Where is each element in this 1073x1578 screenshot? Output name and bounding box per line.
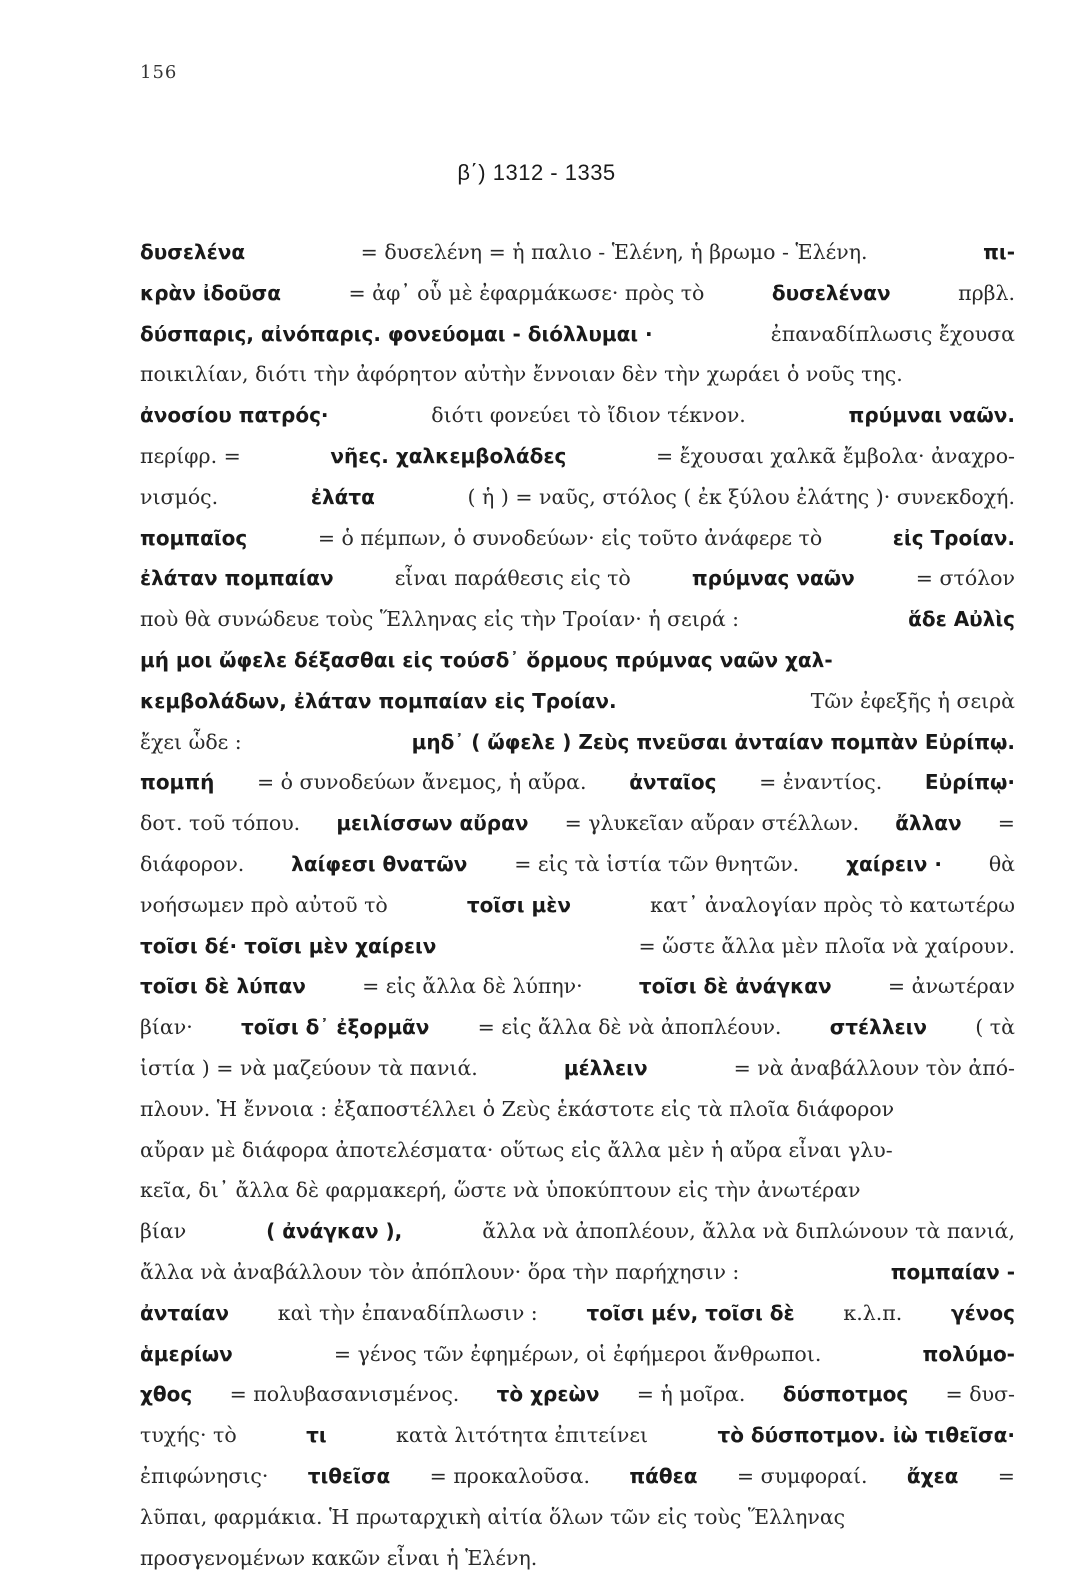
lemma-term: τοῖσι δὲ λύπαν: [140, 966, 306, 1007]
gloss-text: = πολυβασανισμένος.: [230, 1374, 460, 1415]
lemma-term: πι-: [983, 232, 1015, 273]
gloss-text: βίαν: [140, 1211, 186, 1252]
gloss-text: νοήσωμεν πρὸ αὐτοῦ τὸ: [140, 885, 388, 926]
gloss-text: δοτ. τοῦ τόπου.: [140, 803, 300, 844]
gloss-text: ἔχει ὧδε :: [140, 722, 242, 763]
lemma-term: δύσπαρις, αἰνόπαρις. φονεύομαι - διόλλυμαι ·: [140, 314, 653, 355]
text-line: [140, 314, 1015, 355]
lemma-term: πάθεα: [629, 1456, 697, 1497]
lemma-term: τοῖσι δέ· τοῖσι μὲν χαίρειν: [140, 926, 436, 967]
gloss-text: =: [998, 1456, 1015, 1497]
text-line: [140, 518, 1015, 559]
gloss-text: = γένος τῶν ἐφημέρων, οἱ ἐφήμεροι ἄνθρωποι.: [334, 1334, 821, 1375]
lemma-term: ἁμερίων: [140, 1334, 233, 1375]
lemma-term: πολύμο-: [923, 1334, 1015, 1375]
gloss-text: ἐπαναδίπλωσις ἔχουσα: [771, 314, 1015, 355]
gloss-text: κατ᾽ ἀναλογίαν πρὸς τὸ κατωτέρω: [650, 885, 1015, 926]
gloss-text: = εἰς ἄλλα δὲ λύπην·: [362, 966, 583, 1007]
gloss-text: =: [998, 803, 1015, 844]
gloss-text: ἄλλα νὰ ἀποπλέουν, ἄλλα νὰ διπλώνουν τὰ πανιά,: [482, 1211, 1015, 1252]
text-line: [140, 273, 1015, 314]
gloss-text: = ὁ πέμπων, ὁ συνοδεύων· εἰς τοῦτο ἀνάφερε τὸ: [318, 518, 822, 559]
lemma-term: τοῖσι δ᾽ ἐξορμᾶν: [241, 1007, 429, 1048]
lemma-term: κρὰν ἰδοῦσα: [140, 273, 281, 314]
text-line: [140, 926, 1015, 967]
text-line: [140, 1170, 1015, 1211]
lemma-term: ἐλάταν πομπαίαν: [140, 558, 334, 599]
lemma-term: ἀνταῖος: [629, 762, 716, 803]
lemma-term: τι: [306, 1415, 327, 1456]
lemma-term: μέλλειν: [564, 1048, 648, 1089]
text-line: [140, 599, 1015, 640]
text-line: [140, 395, 1015, 436]
lemma-term: πομπαῖος: [140, 518, 247, 559]
gloss-text: = δυσελένη = ἡ παλιο - Ἑλένη, ἡ βρωμο - Ἑλένη.: [361, 232, 868, 273]
text-line: [140, 1497, 1015, 1538]
gloss-text: διότι φονεύει τὸ ἴδιον τέκνον.: [431, 395, 746, 436]
gloss-text: τυχής· τὸ: [140, 1415, 237, 1456]
lemma-term: δύσποτμος: [783, 1374, 908, 1415]
gloss-text: λῦπαι, φαρμάκια. Ἡ πρωταρχικὴ αἰτία ὅλων τῶν εἰς τοὺς Ἕλληνας: [140, 1497, 845, 1538]
page-number: 156: [140, 62, 177, 83]
lemma-term: ἅδε Αὐλὶς: [908, 599, 1015, 640]
text-line: [140, 436, 1015, 477]
gloss-text: Τῶν ἐφεξῆς ἡ σειρὰ: [811, 681, 1015, 722]
text-line: [140, 844, 1015, 885]
gloss-text: = εἰς ἄλλα δὲ νὰ ἀποπλέουν.: [478, 1007, 782, 1048]
lemma-term: στέλλειν: [830, 1007, 927, 1048]
lemma-term: πρύμναι ναῶν.: [849, 395, 1015, 436]
lemma-term: ἐλάτα: [311, 477, 375, 518]
gloss-text: κ.λ.π.: [843, 1293, 902, 1334]
gloss-text: = εἰς τὰ ἱστία τῶν θνητῶν.: [514, 844, 799, 885]
text-line: [140, 558, 1015, 599]
lemma-term: ἄχεα: [907, 1456, 959, 1497]
lemma-term: τὸ δύσποτμον. ἰὼ τιθεῖσα·: [717, 1415, 1015, 1456]
lemma-term: ἀνοσίου πατρός·: [140, 395, 329, 436]
lemma-term: δυσελένα: [140, 232, 245, 273]
gloss-text: θὰ: [989, 844, 1015, 885]
text-line: [140, 1293, 1015, 1334]
gloss-text: = ἔχουσαι χαλκᾶ ἔμβολα· ἀναχρο-: [656, 436, 1015, 477]
gloss-text: = ἡ μοῖρα.: [637, 1374, 746, 1415]
gloss-text: αὔραν μὲ διάφορα ἀποτελέσματα· οὕτως εἰς ἄλλα μὲν ἡ αὔρα εἶναι γλυ-: [140, 1130, 893, 1171]
lemma-term: τὸ χρεὼν: [497, 1374, 600, 1415]
text-line: [140, 354, 1015, 395]
lemma-term: μή μοι ὤφελε δέξασθαι εἰς τούσδ᾽ ὅρμους πρύμνας ναῶν χαλ-: [140, 640, 833, 681]
text-line: [140, 762, 1015, 803]
lemma-term: ἀνταίαν: [140, 1293, 229, 1334]
gloss-text: βίαν·: [140, 1007, 193, 1048]
section-heading: β΄) 1312 - 1335: [0, 160, 1073, 186]
gloss-text: = στόλον: [916, 558, 1015, 599]
lemma-term: χαίρειν ·: [846, 844, 942, 885]
gloss-text: περίφρ. =: [140, 436, 241, 477]
lemma-term: λαίφεσι θνατῶν: [291, 844, 467, 885]
text-line: [140, 1130, 1015, 1171]
gloss-text: πρβλ.: [958, 273, 1015, 314]
text-line: [140, 1252, 1015, 1293]
lemma-term: δυσελέναν: [772, 273, 891, 314]
lemma-term: γένος: [951, 1293, 1015, 1334]
gloss-text: = γλυκεῖαν αὔραν στέλλων.: [565, 803, 860, 844]
lemma-term: κεμβολάδων, ἐλάταν πομπαίαν εἰς Τροίαν.: [140, 681, 617, 722]
gloss-text: = νὰ ἀναβάλλουν τὸν ἀπό-: [734, 1048, 1015, 1089]
text-line: [140, 681, 1015, 722]
gloss-text: προσγενομένων κακῶν εἶναι ἡ Ἑλένη.: [140, 1538, 537, 1578]
gloss-text: ( τὰ: [975, 1007, 1015, 1048]
gloss-text: καὶ τὴν ἐπαναδίπλωσιν :: [278, 1293, 538, 1334]
gloss-text: = δυσ-: [946, 1374, 1015, 1415]
gloss-text: = ἀνωτέραν: [888, 966, 1015, 1007]
gloss-text: ( ἡ ) = ναῦς, στόλος ( ἐκ ξύλου ἐλάτης )· συνεκδοχή.: [468, 477, 1015, 518]
lemma-term: πρύμνας ναῶν: [692, 558, 855, 599]
gloss-text: ἱστία ) = νὰ μαζεύουν τὰ πανιά.: [140, 1048, 478, 1089]
gloss-text: διάφορον.: [140, 844, 244, 885]
gloss-text: ἄλλα νὰ ἀναβάλλουν τὸν ἀπόπλουν· ὅρα τὴν παρήχησιν :: [140, 1252, 739, 1293]
gloss-text: πλουν. Ἡ ἔννοια : ἐξαποστέλλει ὁ Ζεὺς ἑκάστοτε εἰς τὰ πλοῖα διάφορον: [140, 1089, 894, 1130]
lemma-term: τοῖσι μέν, τοῖσι δὲ: [586, 1293, 794, 1334]
commentary-text: [140, 232, 1015, 1578]
gloss-text: κεῖα, δι᾽ ἄλλα δὲ φαρμακερή, ὥστε νὰ ὑποκύπτουν εἰς τὴν ἀνωτέραν: [140, 1170, 861, 1211]
lemma-term: τοῖσι μὲν: [467, 885, 571, 926]
gloss-text: κατὰ λιτότητα ἐπιτείνει: [396, 1415, 648, 1456]
text-line: [140, 232, 1015, 273]
gloss-text: = ὥστε ἄλλα μὲν πλοῖα νὰ χαίρουν.: [638, 926, 1015, 967]
text-line: [140, 1048, 1015, 1089]
text-line: [140, 1334, 1015, 1375]
gloss-text: ἐπιφώνησις·: [140, 1456, 268, 1497]
gloss-text: = προκαλοῦσα.: [430, 1456, 590, 1497]
text-line: [140, 1538, 1015, 1578]
text-line: [140, 885, 1015, 926]
lemma-term: τοῖσι δὲ ἀνάγκαν: [639, 966, 832, 1007]
text-line: [140, 1007, 1015, 1048]
gloss-text: = ὁ συνοδεύων ἄνεμος, ἡ αὔρα.: [257, 762, 587, 803]
gloss-text: = ἀφ᾽ οὗ μὲ ἐφαρμάκωσε· πρὸς τὸ: [348, 273, 704, 314]
lemma-term: μειλίσσων αὔραν: [336, 803, 528, 844]
lemma-term: μηδ᾽ ( ὤφελε ) Ζεὺς πνεῦσαι ἀνταίαν πομπὰν Εὐρίπῳ.: [412, 722, 1015, 763]
lemma-term: πομπή: [140, 762, 214, 803]
gloss-text: ποικιλίαν, διότι τὴν ἀφόρητον αὐτὴν ἔννοιαν δὲν τὴν χωράει ὁ νοῦς της.: [140, 354, 903, 395]
text-line: [140, 1211, 1015, 1252]
text-line: [140, 1089, 1015, 1130]
text-line: [140, 640, 1015, 681]
text-line: [140, 477, 1015, 518]
lemma-term: Εὐρίπῳ·: [925, 762, 1015, 803]
lemma-term: νῆες. χαλκεμβολάδες: [330, 436, 566, 477]
gloss-text: εἶναι παράθεσις εἰς τὸ: [395, 558, 631, 599]
lemma-term: πομπαίαν -: [891, 1252, 1015, 1293]
lemma-term: ἄλλαν: [895, 803, 961, 844]
text-line: [140, 1415, 1015, 1456]
text-line: [140, 1374, 1015, 1415]
lemma-term: εἰς Τροίαν.: [893, 518, 1015, 559]
gloss-text: ποὺ θὰ συνώδευε τοὺς Ἕλληνας εἰς τὴν Τροίαν· ἡ σειρά :: [140, 599, 739, 640]
lemma-term: χθος: [140, 1374, 192, 1415]
text-line: [140, 1456, 1015, 1497]
gloss-text: = ἐναντίος.: [759, 762, 882, 803]
text-line: [140, 966, 1015, 1007]
lemma-term: ( ἀνάγκαν ),: [266, 1211, 402, 1252]
gloss-text: = συμφοραί.: [737, 1456, 868, 1497]
lemma-term: τιθεῖσα: [308, 1456, 391, 1497]
text-line: [140, 722, 1015, 763]
gloss-text: νισμός.: [140, 477, 218, 518]
text-line: [140, 803, 1015, 844]
